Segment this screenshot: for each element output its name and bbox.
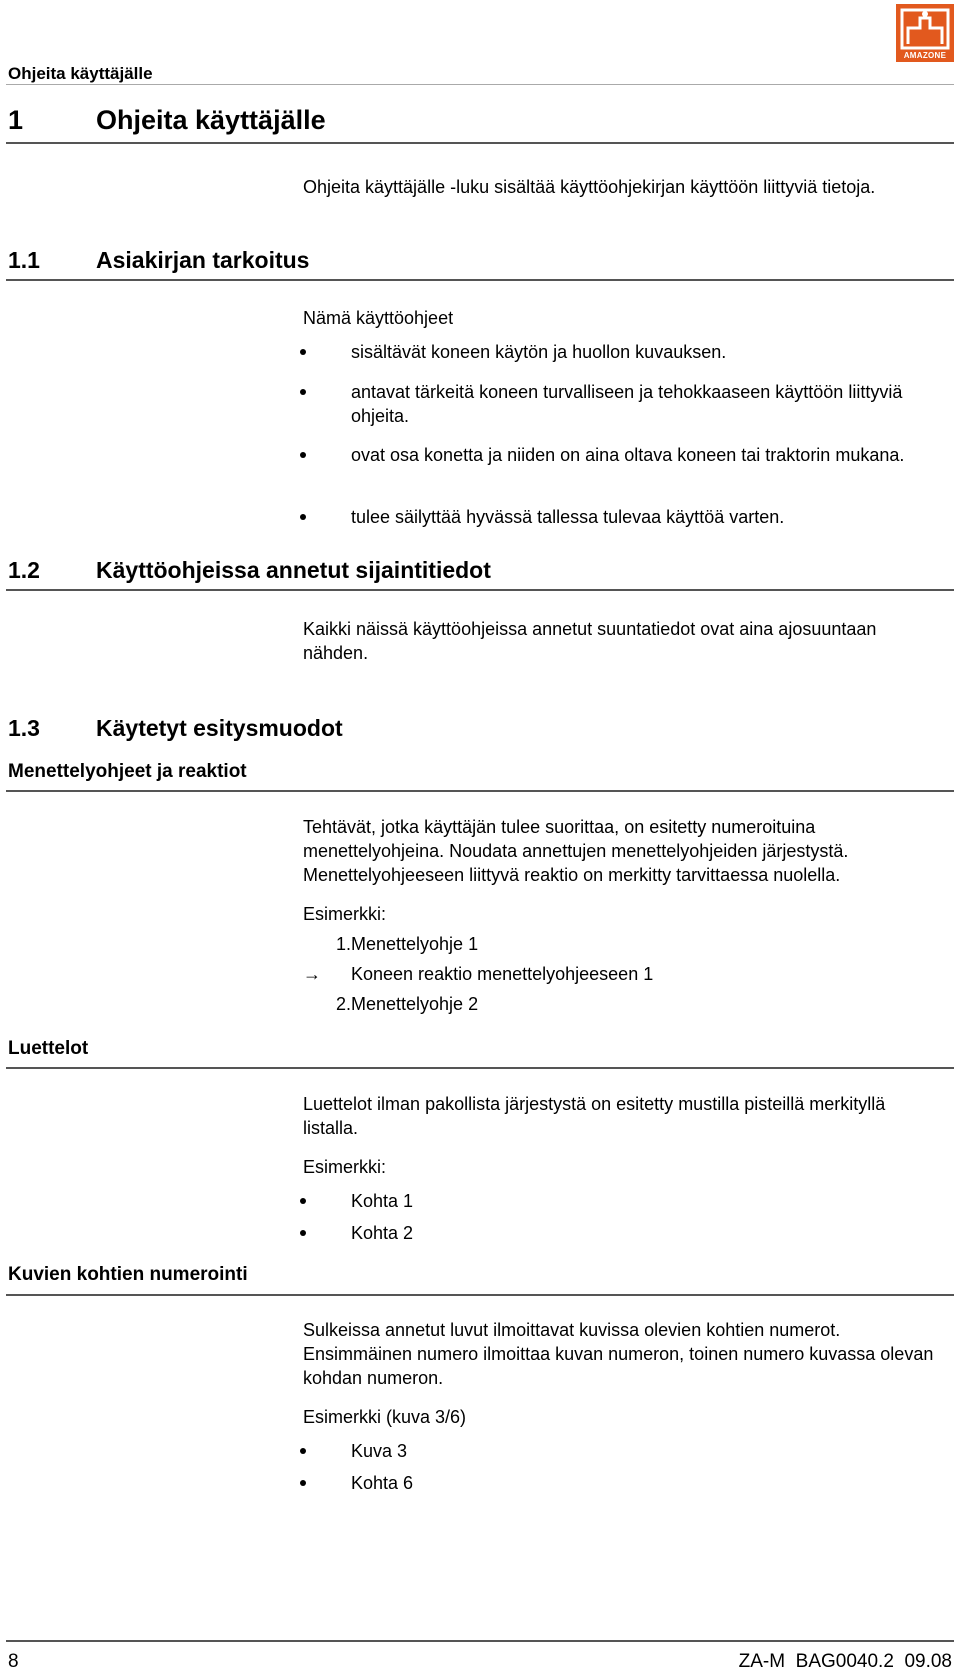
step-text: Menettelyohje 1 — [351, 934, 479, 954]
section-1-2-text: Kaikki näissä käyttöohjeissa annetut suuntatiedot ovat aina ajosuuntaan nähden. — [303, 619, 877, 663]
list-item-text: tulee säilyttää hyvässä tallessa tulevaa käyttöä varten. — [351, 507, 785, 527]
subsection-rule — [6, 1067, 954, 1069]
chapter-rule — [6, 142, 954, 144]
list-item-text: Kuva 3 — [351, 1441, 408, 1461]
figures-example-label: Esimerkki (kuva 3/6) — [303, 1407, 467, 1427]
section-rule — [6, 279, 954, 281]
document-code: ZA-M BAG0040.2 09.08 — [738, 1651, 952, 1672]
section-title: Käyttöohjeissa annetut sijaintitiedot — [96, 557, 491, 583]
figures-text: Sulkeissa annetut luvut ilmoittavat kuvissa olevien kohtien numerot. Ensimmäinen numero ilmoittaa kuvan numeron, toinen numero kuvassa olevan kohdan numeron. — [303, 1320, 934, 1388]
chapter-number: 1 — [8, 105, 24, 135]
arrow-icon: → — [303, 964, 321, 984]
section-1-1-lead: Nämä käyttöohjeet — [303, 308, 454, 328]
bullet-icon — [300, 389, 306, 395]
bullet-icon — [300, 1198, 306, 1204]
procedures-example-label: Esimerkki: — [303, 904, 387, 924]
lists-text: Luettelot ilman pakollista järjestystä on esitetty mustilla pisteillä merkityllä listalla. — [303, 1094, 886, 1138]
step-row — [303, 932, 923, 956]
lists-example-label: Esimerkki: — [303, 1157, 387, 1177]
step-row — [303, 992, 923, 1016]
subsection-rule — [6, 790, 954, 792]
bullet-icon — [300, 1230, 306, 1236]
step-marker — [303, 992, 351, 1016]
figures-heading: Kuvien kohtien numerointi — [8, 1264, 248, 1285]
header-rule — [6, 84, 954, 85]
bullet-icon — [300, 349, 306, 355]
bullet-icon — [300, 1480, 306, 1486]
logo-text: AMAZONE — [903, 51, 947, 60]
list-item-text: Kohta 6 — [351, 1473, 414, 1493]
chapter-heading — [8, 105, 326, 136]
list-item-text: antavat tärkeitä koneen turvalliseen ja tehokkaaseen käyttöön liittyviä ohjeita. — [351, 382, 903, 426]
chapter-title: Ohjeita käyttäjälle — [96, 105, 326, 135]
procedures-text: Tehtävät, jotka käyttäjän tulee suorittaa, on esitetty numeroituina menettelyohjeina. Noudata annettujen menettelyohjeiden järjestystä. Menettelyohjeeseen liittyvä reaktio on merkitty tarvittaessa nuolella. — [303, 817, 849, 885]
bullet-icon — [300, 514, 306, 520]
bullet-icon — [300, 452, 306, 458]
section-title: Käytetyt esitysmuodot — [96, 715, 343, 741]
section-rule — [6, 589, 954, 591]
section-1-3-heading — [8, 715, 343, 742]
step-number: 2. — [335, 994, 351, 1014]
section-number: 1.3 — [8, 715, 40, 741]
section-number: 1.1 — [8, 247, 40, 273]
page-number: 8 — [8, 1651, 19, 1672]
step-number: 1. — [335, 934, 351, 954]
subsection-rule — [6, 1294, 954, 1296]
lists-heading: Luettelot — [8, 1038, 89, 1059]
section-1-1-heading — [8, 247, 309, 274]
footer-rule — [6, 1640, 954, 1642]
procedures-heading: Menettelyohjeet ja reaktiot — [8, 761, 247, 782]
section-title: Asiakirjan tarkoitus — [96, 247, 310, 273]
step-text: Menettelyohje 2 — [351, 994, 479, 1014]
list-item-text: Kohta 2 — [351, 1223, 414, 1243]
reaction-text: Koneen reaktio menettelyohjeeseen 1 — [351, 964, 654, 984]
section-1-2-heading — [8, 557, 491, 584]
section-number: 1.2 — [8, 557, 40, 583]
running-header-title: Ohjeita käyttäjälle — [8, 64, 153, 83]
chapter-intro: Ohjeita käyttäjälle -luku sisältää käyttöohjekirjan käyttöön liittyviä tietoja. — [303, 177, 876, 197]
amazone-logo-icon — [896, 4, 954, 62]
reaction-row — [303, 962, 923, 986]
step-marker — [303, 932, 351, 956]
list-item-text: ovat osa konetta ja niiden on aina oltava koneen tai traktorin mukana. — [351, 445, 905, 465]
list-item-text: sisältävät koneen käytön ja huollon kuvauksen. — [351, 342, 727, 362]
bullet-icon — [300, 1448, 306, 1454]
list-item-text: Kohta 1 — [351, 1191, 414, 1211]
